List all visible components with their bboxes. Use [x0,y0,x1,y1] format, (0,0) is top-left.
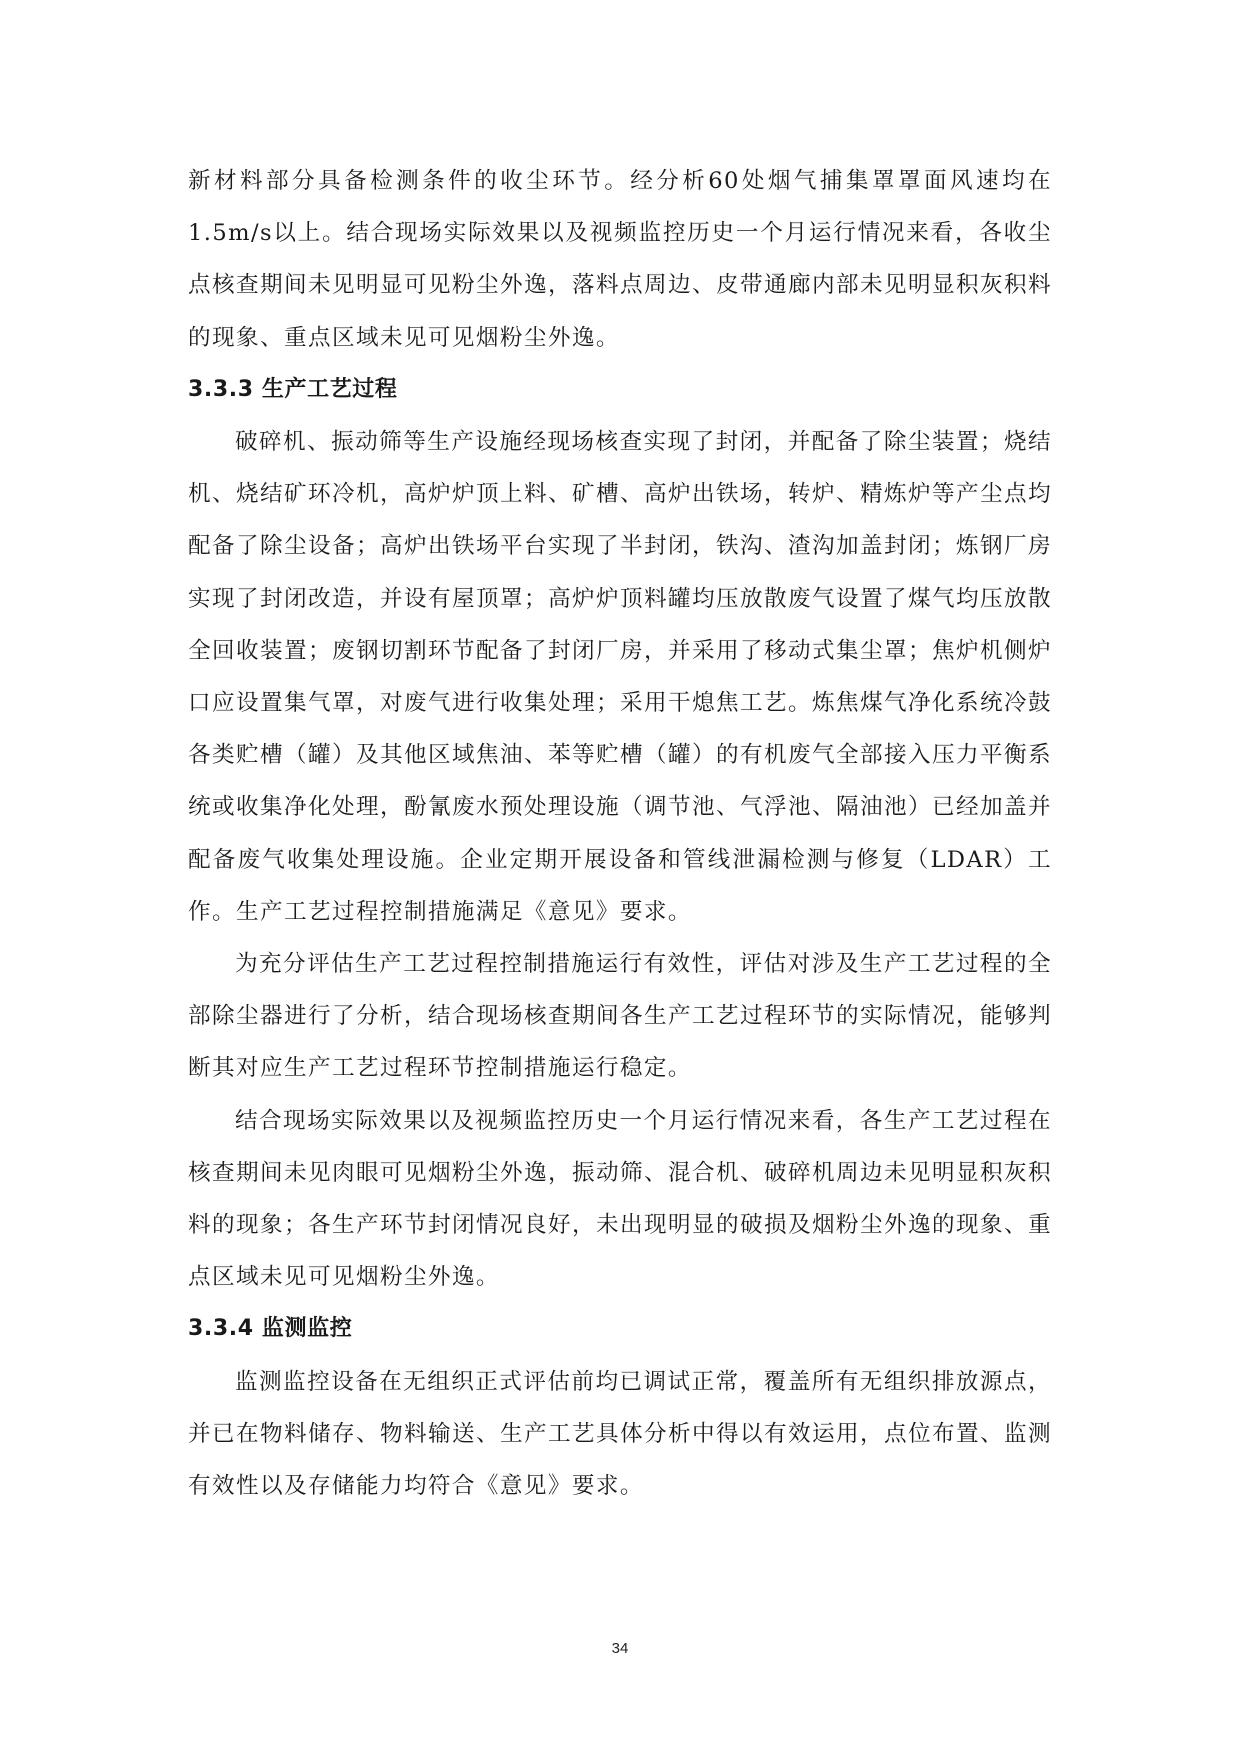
paragraph-dust-collection: 新材料部分具备检测条件的收尘环节。经分析60处烟气捕集罩罩面风速均在1.5m/s以上。结合现场实际效果以及视频监控历史一个月运行情况来看，各收尘点核查期间未见明显可见粉尘外逸，落料点周边、皮带通廊内部未见明显积灰积料的现象、重点区域未见可见烟粉尘外逸。 [188,168,1052,351]
section-heading-monitoring: 3.3.4 监测监控 [188,1316,353,1342]
paragraph-process-site-results: 结合现场实际效果以及视频监控历史一个月运行情况来看，各生产工艺过程在核查期间未见肉眼可见烟粉尘外逸，振动筛、混合机、破碎机周边未见明显积灰积料的现象；各生产环节封闭情况良好，未出现明显的破损及烟粉尘外逸的现象、重点区域未见可见烟粉尘外逸。 [188,1107,1052,1291]
paragraph-process-evaluation: 为充分评估生产工艺过程控制措施运行有效性，评估对涉及生产工艺过程的全部除尘器进行了分析，结合现场核查期间各生产工艺过程环节的实际情况，能够判断其对应生产工艺过程环节控制措施运行稳定。 [188,951,1052,1082]
paragraph-monitoring-equipment: 监测监控设备在无组织正式评估前均已调试正常，覆盖所有无组织排放源点，并已在物料储存、物料输送、生产工艺具体分析中得以有效运用，点位布置、监测有效性以及存储能力均符合《意见》要求。 [188,1368,1052,1500]
paragraph-process-facilities: 破碎机、振动筛等生产设施经现场核查实现了封闭，并配备了除尘装置；烧结机、烧结矿环冷机，高炉炉顶上料、矿槽、高炉出铁场，转炉、精炼炉等产尘点均配备了除尘设备；高炉出铁场平台实现了半封闭，铁沟、渣沟加盖封闭；炼钢厂房实现了封闭改造，并设有屋顶罩；高炉炉顶料罐均压放散废气设置了煤气均压放散全回收装置；废钢切割环节配备了封闭厂房，并采用了移动式集尘罩；焦炉机侧炉口应设置集气罩，对废气进行收集处理；采用干熄焦工艺。炼焦煤气净化系统冷鼓各类贮槽（罐）及其他区域焦油、苯等贮槽（罐）的有机废气全部接入压力平衡系统或收集净化处理，酚氰废水预处理设施（调节池、气浮池、隔油池）已经加盖并配备废气收集处理设施。企业定期开展设备和管线泄漏检测与修复（LDAR）工作。生产工艺过程控制措施满足《意见》要求。 [188,429,1052,925]
page-number: 34 [611,1640,629,1657]
page-body [188,155,1052,1512]
section-heading-production-process: 3.3.3 生产工艺过程 [188,376,398,402]
